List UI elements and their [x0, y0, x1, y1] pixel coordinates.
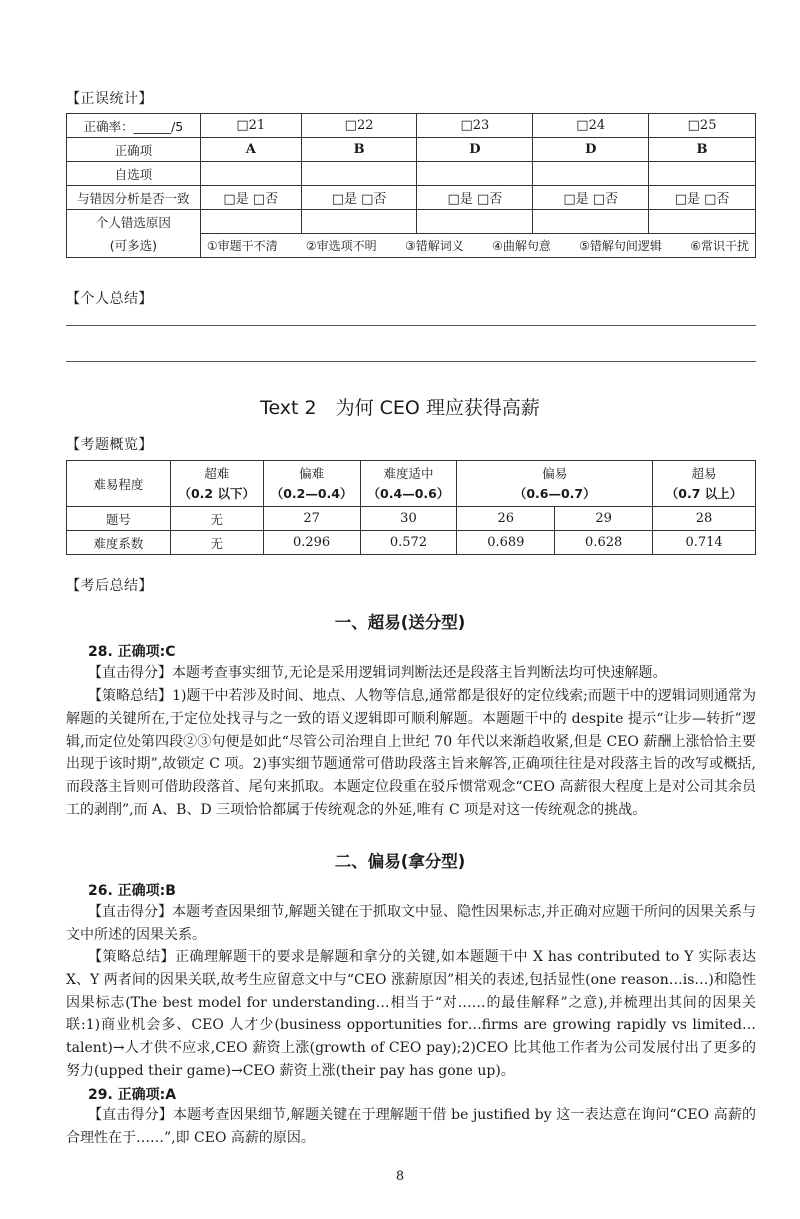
table-row [67, 138, 756, 162]
level-name: 超易 [691, 465, 717, 481]
level-range: （0.4—0.6） [367, 485, 450, 501]
error-stats-table [66, 113, 756, 258]
qnum-cell: 29 [555, 507, 653, 531]
self-choice-cell[interactable] [533, 162, 649, 186]
table-row [67, 210, 756, 234]
qnum-cell: 30 [360, 507, 457, 531]
paragraph-q28-direct [66, 662, 756, 685]
level-range: （0.6—0.7） [513, 485, 596, 501]
correct-label: 正确项 [67, 138, 201, 162]
reason-blank-cell[interactable] [649, 210, 756, 234]
coef-cell: 0.714 [653, 531, 756, 555]
table-row [67, 162, 756, 186]
correct-answer: A [200, 138, 301, 162]
paragraph-q26-strategy [66, 946, 756, 1083]
question-checkbox[interactable]: □22 [301, 114, 417, 138]
reason-option[interactable]: ⑤错解句间逻辑 [579, 239, 662, 253]
qnum-cell: 28 [653, 507, 756, 531]
reason-blank-cell[interactable] [533, 210, 649, 234]
correct-answer: B [301, 138, 417, 162]
text-title: Text 2 为何 CEO 理应获得高薪 [260, 397, 540, 419]
self-choice-cell[interactable] [417, 162, 533, 186]
section-label-summary: 【个人总结】 [66, 291, 153, 307]
reason-option[interactable]: ④曲解句意 [492, 239, 551, 253]
level-label: 难易程度 [67, 461, 171, 507]
level-name: 偏难 [299, 465, 325, 481]
self-choice-cell[interactable] [301, 162, 417, 186]
tag-direct: 【直击得分】 [88, 904, 173, 920]
level-cell [360, 461, 457, 507]
yes-no-checkbox[interactable]: □是 □否 [301, 186, 417, 210]
coef-label: 难度系数 [67, 531, 171, 555]
section-label-post-exam: 【考后总结】 [66, 578, 153, 594]
table-row [67, 186, 756, 210]
answer-q28: 28. 正确项:C [88, 644, 176, 660]
correct-answer: B [649, 138, 756, 162]
section-heading-easy: 二、偏易(拿分型) [334, 852, 466, 871]
self-choice-cell[interactable] [649, 162, 756, 186]
tag-strategy: 【策略总结】 [88, 688, 173, 704]
coef-cell: 0.572 [360, 531, 457, 555]
summary-line[interactable] [66, 325, 756, 326]
self-choice-label: 自选项 [67, 162, 201, 186]
table-row [67, 507, 756, 531]
qnum-label: 题号 [67, 507, 171, 531]
yes-no-checkbox[interactable]: □是 □否 [649, 186, 756, 210]
level-name: 超难 [204, 465, 230, 481]
reason-blank-cell[interactable] [417, 210, 533, 234]
qnum-cell: 26 [457, 507, 555, 531]
section-heading-super-easy: 一、超易(送分型) [334, 613, 466, 632]
level-range: （0.7 以上） [665, 485, 743, 501]
reason-option[interactable]: ③错解词义 [404, 239, 464, 253]
level-cell [457, 461, 653, 507]
question-checkbox[interactable]: □23 [417, 114, 533, 138]
reason-blank-cell[interactable] [200, 210, 301, 234]
self-choice-cell[interactable] [200, 162, 301, 186]
level-cell [263, 461, 360, 507]
level-range: （0.2—0.4） [270, 485, 353, 501]
tag-direct: 【直击得分】 [88, 1107, 173, 1123]
tag-direct: 【直击得分】 [88, 665, 172, 681]
match-label: 与错因分析是否一致 [67, 186, 201, 210]
accuracy-label: 正确率：______/5 [67, 114, 201, 138]
yes-no-checkbox[interactable]: □是 □否 [417, 186, 533, 210]
reason-blank-cell[interactable] [301, 210, 417, 234]
paragraph-q28-strategy [66, 685, 756, 822]
yes-no-checkbox[interactable]: □是 □否 [533, 186, 649, 210]
level-cell [170, 461, 263, 507]
table-row [67, 114, 756, 138]
question-checkbox[interactable]: □21 [200, 114, 301, 138]
answer-q29: 29. 正确项:A [88, 1087, 177, 1103]
coef-cell: 0.689 [457, 531, 555, 555]
summary-line[interactable] [66, 361, 756, 362]
qnum-cell: 27 [263, 507, 360, 531]
overview-table [66, 460, 756, 555]
table-row [67, 461, 756, 507]
section-label-error-stats: 【正误统计】 [66, 91, 153, 107]
level-range: （0.2 以下） [178, 485, 255, 501]
page-number: 8 [395, 1169, 405, 1184]
yes-no-checkbox[interactable]: □是 □否 [200, 186, 301, 210]
level-cell [653, 461, 756, 507]
text: 1)题干中若涉及时间、地点、人物等信息,通常都是很好的定位线索;而题干中的逻辑词则通常为解题的关键所在,于定位处找寻与之一致的语义逻辑即可顺利解题。本题题干中的 despite 提示“让步—转折”逻辑,而定位处第四段②③句便是如此“尽管公司治理自上世纪 70 年代以来渐趋收紧,但是 CEO 薪酬上涨恰恰主要出现于该时期”,故锁定 C 项。2)事实细节题通常可借助段落主旨来解答,正确项往往是对段落主旨的改写或概括,而段落主旨则可借助段落首、尾句来抓取。本题定位段重在驳斥惯常观念“CEO 高薪很大程度上是对公司其余员工的剥削”,而 A、B、D 三项恰恰都属于传统观念的外延,唯有 C 项是对这一传统观念的挑战。 [66, 688, 756, 818]
reason-options [200, 234, 755, 258]
reason-label [67, 210, 201, 258]
level-name: 偏易 [542, 465, 568, 481]
text: 本题考查事实细节,无论是采用逻辑词判断法还是段落主旨判断法均可快速解题。 [172, 665, 667, 681]
text: 正确理解题干的要求是解题和拿分的关键,如本题题干中 X has contributed to Y 实际表达 X、Y 两者间的因果关联,故考生应留意文中与“CEO 涨薪原因”相关的表述,包括显性(one reason…is…)和隐性因果标志(The best model for understanding…相当于“对……的最佳解释”之意),并梳理出其间的因果关联:1)商业机会多、CEO 人才少(business opportunities for…firms are growing rapidly vs limited…talent)→人才供不应求,CEO 薪资上涨(growth of CEO pay);2)CEO 比其他工作者为公司发展付出了更多的努力(upped their game)→CEO 薪资上涨(their pay has gone up)。 [66, 949, 756, 1079]
reason-option[interactable]: ⑥常识干扰 [690, 239, 749, 253]
text: 本题考查因果细节,解题关键在于理解题干借 be justified by 这一表达意在询问“CEO 高薪的合理性在于……”,即 CEO 高薪的原因。 [66, 1107, 756, 1146]
reason-option[interactable]: ①审题干不清 [206, 239, 278, 253]
paragraph-q26-direct [66, 901, 756, 947]
paragraph-q29-direct [66, 1104, 756, 1150]
question-checkbox[interactable]: □24 [533, 114, 649, 138]
question-checkbox[interactable]: □25 [649, 114, 756, 138]
level-name: 难度适中 [383, 465, 434, 481]
reason-label-line1: 个人错选原因 [95, 214, 171, 230]
text: 本题考查因果细节,解题关键在于抓取文中显、隐性因果标志,并正确对应题干所问的因果关系与文中所述的因果关系。 [66, 904, 756, 943]
tag-strategy: 【策略总结】 [88, 949, 176, 965]
correct-answer: D [417, 138, 533, 162]
answer-q26: 26. 正确项:B [88, 883, 176, 899]
reason-label-line2: (可多选) [109, 237, 158, 253]
coef-cell: 0.628 [555, 531, 653, 555]
correct-answer: D [533, 138, 649, 162]
table-row [67, 531, 756, 555]
coef-cell: 无 [170, 531, 263, 555]
section-label-overview: 【考题概览】 [66, 437, 153, 453]
qnum-cell: 无 [170, 507, 263, 531]
coef-cell: 0.296 [263, 531, 360, 555]
reason-option[interactable]: ②审选项不明 [305, 239, 377, 253]
